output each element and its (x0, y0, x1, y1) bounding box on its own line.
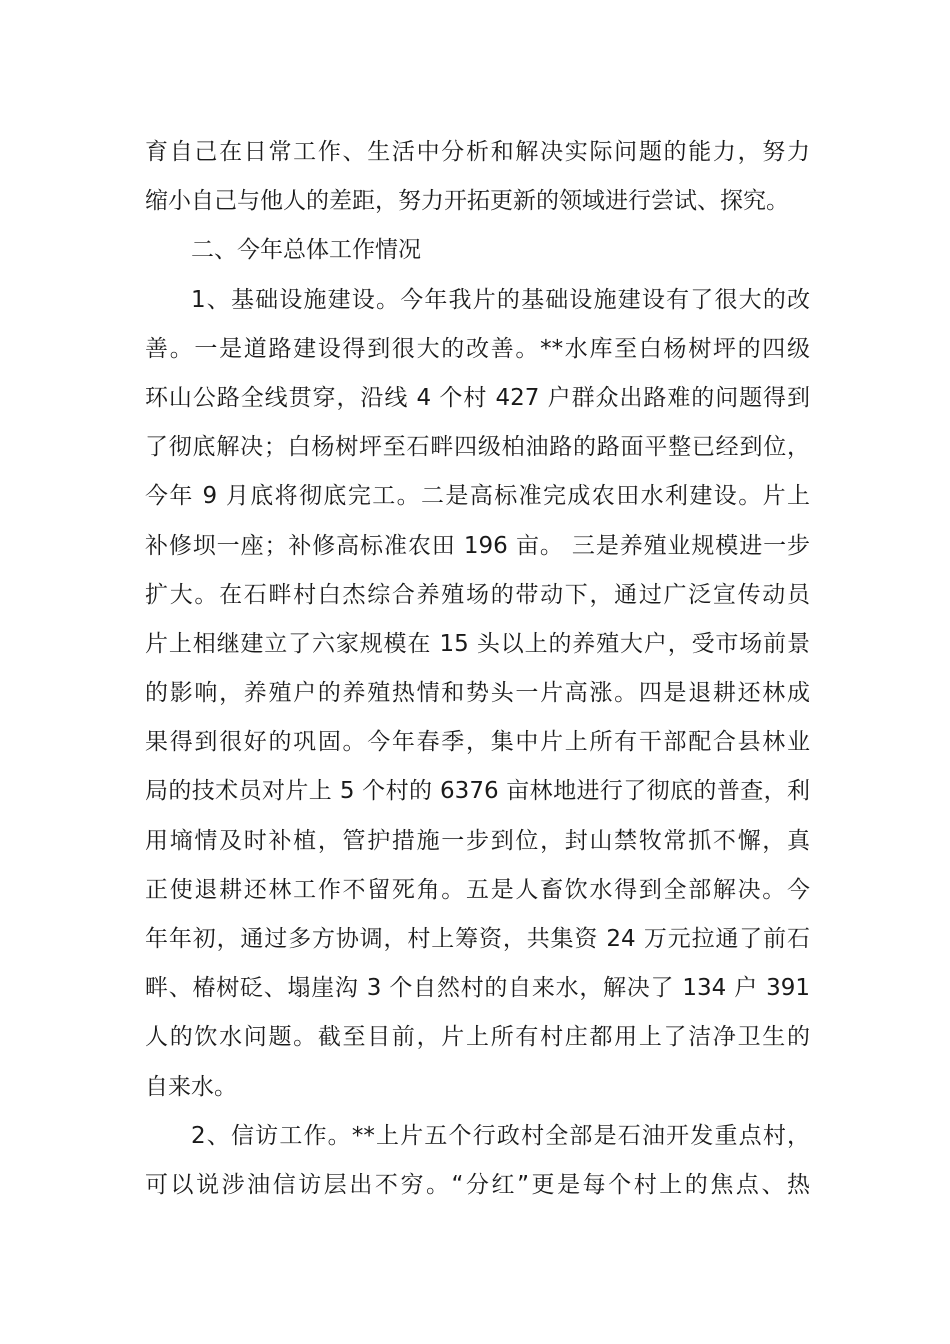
text-line: 补修坝一座；补修高标准农田 196 亩。 三是养殖业规模进一步 (145, 532, 810, 559)
document-body (145, 128, 810, 1210)
text-line: 果得到很好的巩固。今年春季，集中片上所有干部配合县林业 (145, 729, 810, 756)
text-line: 可以说涉油信访层出不穷。“分红”更是每个村上的焦点、热 (145, 1171, 810, 1198)
text-line: 扩大。在石畔村白杰综合养殖场的带动下，通过广泛宣传动员 (145, 581, 810, 608)
text-line: 人的饮水问题。截至目前，片上所有村庄都用上了洁净卫生的 (145, 1024, 810, 1051)
text-line: 今年 9 月底将彻底完工。二是高标准完成农田水利建设。片上 (145, 483, 810, 510)
text-line: 自来水。 (145, 1073, 237, 1100)
text-line: 环山公路全线贯穿，沿线 4 个村 427 户群众出路难的问题得到 (145, 384, 810, 411)
text-line: 育自己在日常工作、生活中分析和解决实际问题的能力，努力 (145, 139, 810, 165)
paragraph-first-line: 2、信访工作。**上片五个行政村全部是石油开发重点村， (191, 1122, 810, 1149)
text-line: 正使退耕还林工作不留死角。五是人畜饮水得到全部解决。今 (145, 876, 810, 903)
section-heading: 二、今年总体工作情况 (191, 237, 421, 264)
text-line: 善。一是道路建设得到很大的改善。**水库至白杨树坪的四级 (145, 335, 810, 362)
paragraph-first-line: 1、基础设施建设。今年我片的基础设施建设有了很大的改 (191, 286, 810, 313)
text-line: 局的技术员对片上 5 个村的 6376 亩林地进行了彻底的普查，利 (145, 778, 810, 805)
text-line: 缩小自己与他人的差距，努力开拓更新的领域进行尝试、探究。 (145, 188, 789, 215)
text-line: 用墒情及时补植，管护措施一步到位，封山禁牧常抓不懈，真 (145, 827, 810, 854)
text-line: 年年初，通过多方协调，村上筹资，共集资 24 万元拉通了前石 (145, 926, 810, 952)
text-line: 畔、椿树砭、塌崖沟 3 个自然村的自来水，解决了 134 户 391 (145, 975, 810, 1002)
text-line: 的影响，养殖户的养殖热情和势头一片高涨。四是退耕还林成 (145, 680, 810, 707)
text-line: 片上相继建立了六家规模在 15 头以上的养殖大户，受市场前景 (145, 630, 810, 657)
text-line: 了彻底解决；白杨树坪至石畔四级柏油路的路面平整已经到位， (145, 434, 810, 461)
